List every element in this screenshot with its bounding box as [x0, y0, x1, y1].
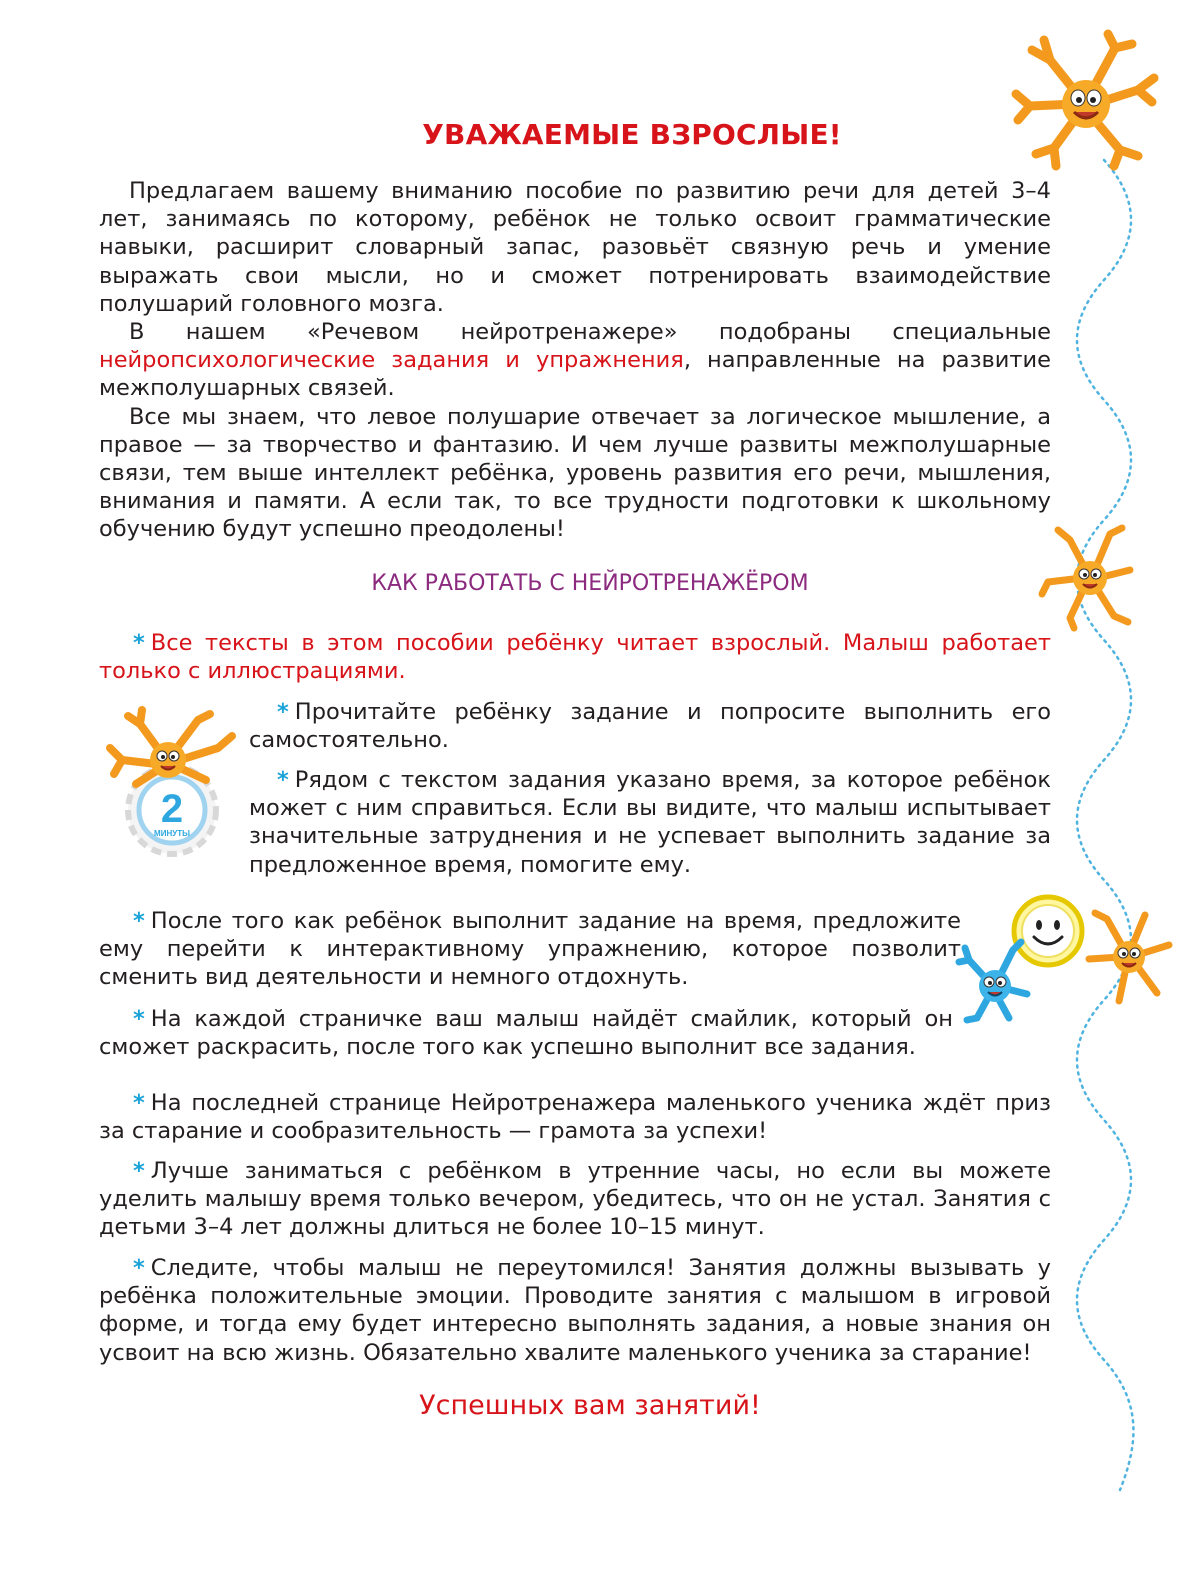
timer-number: 2 [160, 787, 184, 831]
closing-text: Успешных вам занятий! [419, 1390, 761, 1421]
intro-paragraph [99, 318, 1051, 403]
instruction-item [99, 1157, 1051, 1242]
instruction-text: Все тексты в этом пособии ребёнку читает взрослый. Малыш работает только с иллюстрациями. [99, 630, 1051, 685]
timer-label: МИНУТЫ [154, 829, 190, 838]
intro-paragraph: Все мы знаем, что левое полушарие отвечает за логическое мышление, а правое — за творчество и фантазию. И чем лучше развиты межполушарные связи, тем выше интеллект ребёнка, уровень развития его речи, мышления, внимания и памяти. А если так, то все трудности подготовки к школьному обучению будут успешно преодолены! [99, 403, 1051, 543]
instruction-item [249, 698, 1051, 754]
instruction-item [249, 766, 1051, 879]
instruction-text: После того как ребёнок выполнит задание на время, предложите ему перейти к интерактивному упражнению, которое позволит сменить вид деятельности и немного отдохнуть. [99, 908, 961, 991]
instruction-item [99, 629, 1051, 685]
star-bullet-icon: * [277, 767, 289, 793]
instruction-item [99, 1005, 953, 1061]
instruction-item [99, 1089, 1051, 1145]
instruction-text: Прочитайте ребёнку задание и попросите выполнить его самостоятельно. [249, 699, 1051, 754]
instruction-item [99, 907, 961, 992]
neuron-mascot-icon [100, 708, 250, 858]
intro-highlight: нейропсихологические задания и упражнения [99, 347, 684, 374]
star-bullet-icon: * [133, 1090, 145, 1116]
star-bullet-icon: * [277, 699, 289, 725]
instruction-text: Рядом с текстом задания указано время, за которое ребёнок может с ним справиться. Если вы видите, что малыш испытывает значительные затруднения и не успевает выполнить задание за предложенное время, помогите ему. [249, 767, 1051, 878]
blue-neuron-mascot-icon [955, 938, 1035, 1023]
section-heading: КАК РАБОТАТЬ С НЕЙРОТРЕНАЖЁРОМ [371, 571, 809, 596]
star-bullet-icon: * [133, 630, 145, 656]
star-bullet-icon: * [133, 1158, 145, 1184]
star-bullet-icon: * [133, 1006, 145, 1032]
neuron-mascot-icon [1085, 905, 1175, 1005]
instruction-text: На последней странице Нейротренажера маленького ученика ждёт приз за старание и сообразительность — грамота за успехи! [99, 1090, 1051, 1145]
instruction-text: Следите, чтобы малыш не переутомился! Занятия должны вызывать у ребёнка положительные эмоции. Проводите занятия с малышом в игровой форме, и тогда ему будет интересно выполнять задания, а новые знания он усвоит на всю жизнь. Обязательно хвалите маленького ученика за старание! [99, 1255, 1051, 1366]
star-bullet-icon: * [133, 908, 145, 934]
page-title: УВАЖАЕМЫЕ ВЗРОСЛЫЕ! [422, 118, 842, 151]
intro-text [99, 177, 1051, 544]
intro-text-part: В нашем «Речевом нейротренажере» подобраны специальные [129, 319, 1051, 346]
instruction-text: На каждой страничке ваш малыш найдёт смайлик, который он сможет раскрасить, после того как успешно выполнит все задания. [99, 1006, 953, 1061]
star-bullet-icon: * [133, 1255, 145, 1281]
timer-badge [100, 708, 250, 858]
wavy-dotted-line [1060, 120, 1180, 1510]
instruction-item [99, 1254, 1051, 1367]
intro-text-part: , направленные на развитие межполушарных связей. [99, 347, 1052, 402]
instruction-text: Лучше заниматься с ребёнком в утренние часы, но если вы можете уделить малышу время только вечером, убедитесь, что он не устал. Занятия с детьми 3–4 лет должны длиться не более 10–15 минут. [99, 1158, 1051, 1241]
intro-paragraph: Предлагаем вашему вниманию пособие по развитию речи для детей 3–4 лет, занимаясь по которому, ребёнок не только освоит грамматические навыки, расширит словарный запас, разовьёт связную речь и умение выражать свои мысли, но и сможет потренировать взаимодействие полушарий головного мозга. [99, 178, 1051, 317]
